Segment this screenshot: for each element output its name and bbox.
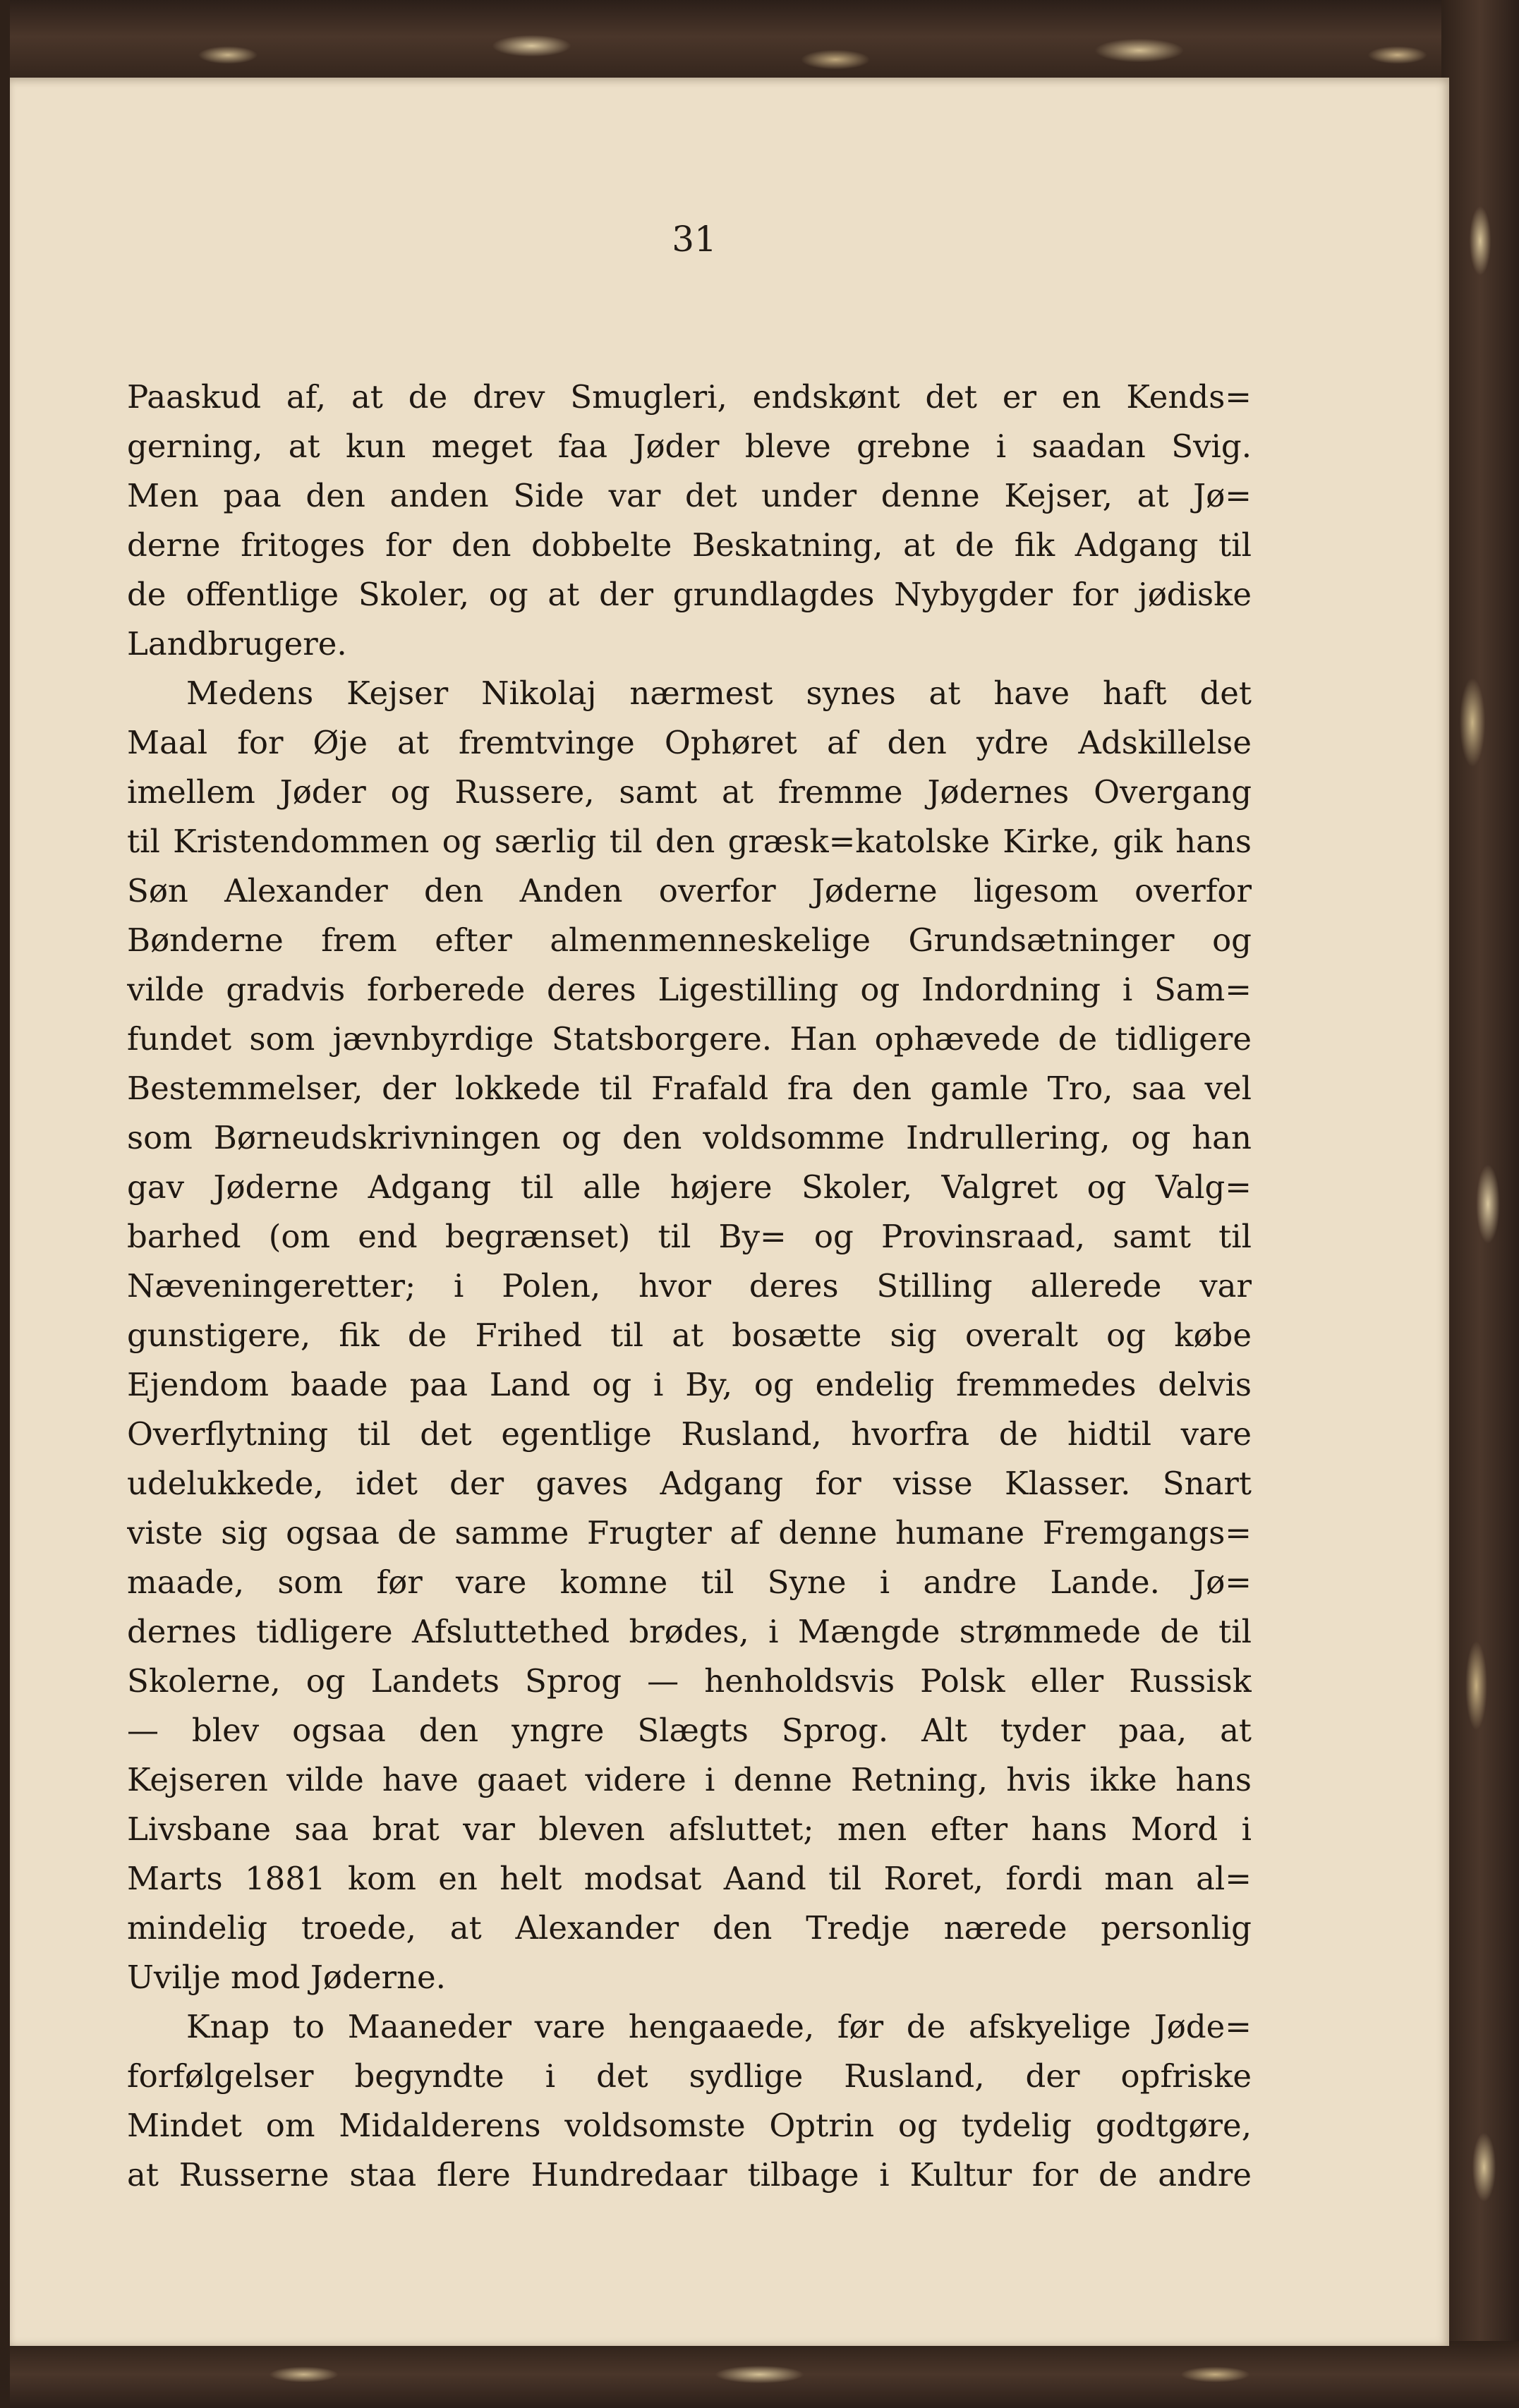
- text-line: Paaskud af, at de drev Smugleri, endskønt det er en Kends=: [127, 378, 1252, 416]
- text-line: Landbrugere.: [127, 625, 347, 662]
- text-line: Skolerne, og Landets Sprog — henholdsvis Polsk eller Russisk: [127, 1662, 1252, 1700]
- marbled-bottom-edge: [0, 2341, 1519, 2408]
- text-line: Knap to Maaneder vare hengaaede, før de afskyelige Jøde=: [186, 2008, 1252, 2045]
- text-line: barhed (om end begrænset) til By= og Provinsraad, samt til: [127, 1218, 1252, 1255]
- text-line: Uvilje mod Jøderne.: [127, 1959, 446, 1996]
- page-number: 31: [672, 219, 717, 260]
- body-text: [127, 373, 1252, 2200]
- text-line: Marts 1881 kom en helt modsat Aand til Roret, fordi man al=: [127, 1860, 1252, 1897]
- text-line: udelukkede, idet der gaves Adgang for visse Klasser. Snart: [127, 1465, 1252, 1502]
- dark-left-edge: [0, 0, 10, 2408]
- text-line: vilde gradvis forberede deres Ligestilling og Indordning i Sam=: [127, 971, 1252, 1008]
- text-line: dernes tidligere Afsluttethed brødes, i Mængde strømmede de til: [127, 1613, 1252, 1650]
- text-line: Livsbane saa brat var bleven afsluttet; men efter hans Mord i: [127, 1810, 1252, 1848]
- text-line: som Børneudskrivningen og den voldsomme Indrullering, og han: [127, 1119, 1252, 1156]
- text-line: gerning, at kun meget faa Jøder bleve grebne i saadan Svig.: [127, 428, 1252, 465]
- book-page: [10, 78, 1449, 2346]
- text-line: Men paa den anden Side var det under denne Kejser, at Jø=: [127, 477, 1252, 514]
- text-line: Medens Kejser Nikolaj nærmest synes at have haft det: [186, 674, 1252, 712]
- text-line: derne fritoges for den dobbelte Beskatning, at de fik Adgang til: [127, 526, 1252, 564]
- text-line: gav Jøderne Adgang til alle højere Skoler, Valgret og Valg=: [127, 1168, 1252, 1206]
- text-line: at Russerne staa flere Hundredaar tilbage i Kultur for de andre: [127, 2156, 1252, 2194]
- text-line: fundet som jævnbyrdige Statsborgere. Han ophævede de tidligere: [127, 1020, 1252, 1058]
- text-line: Mindet om Midalderens voldsomste Optrin og tydelig godtgøre,: [127, 2107, 1252, 2144]
- text-line: de offentlige Skoler, og at der grundlagdes Nybygder for jødiske: [127, 576, 1252, 613]
- text-line: Bestemmelser, der lokkede til Frafald fra den gamle Tro, saa vel: [127, 1070, 1252, 1107]
- text-line: mindelig troede, at Alexander den Tredje nærede personlig: [127, 1909, 1252, 1947]
- text-line: Maal for Øje at fremtvinge Ophøret af den ydre Adskillelse: [127, 724, 1252, 761]
- text-line: Søn Alexander den Anden overfor Jøderne ligesom overfor: [127, 872, 1252, 909]
- text-line: gunstigere, fik de Frihed til at bosætte sig overalt og købe: [127, 1317, 1252, 1354]
- text-line: Overflytning til det egentlige Rusland, hvorfra de hidtil vare: [127, 1415, 1252, 1453]
- text-line: Kejseren vilde have gaaet videre i denne Retning, hvis ikke hans: [127, 1761, 1252, 1798]
- text-line: Næveningeretter; i Polen, hvor deres Stilling allerede var: [127, 1267, 1252, 1305]
- marbled-right-edge: [1441, 0, 1519, 2408]
- text-line: imellem Jøder og Russere, samt at fremme Jødernes Overgang: [127, 773, 1252, 811]
- text-line: forfølgelser begyndte i det sydlige Rusland, der opfriske: [127, 2057, 1252, 2095]
- text-line: til Kristendommen og særlig til den græsk=katolske Kirke, gik hans: [127, 823, 1252, 860]
- text-line: — blev ogsaa den yngre Slægts Sprog. Alt tyder paa, at: [127, 1712, 1252, 1749]
- text-line: maade, som før vare komne til Syne i andre Lande. Jø=: [127, 1563, 1252, 1601]
- text-line: Ejendom baade paa Land og i By, og endelig fremmedes delvis: [127, 1366, 1252, 1403]
- text-line: Bønderne frem efter almenmenneskelige Grundsætninger og: [127, 921, 1252, 959]
- text-line: viste sig ogsaa de samme Frugter af denne humane Fremgangs=: [127, 1514, 1252, 1551]
